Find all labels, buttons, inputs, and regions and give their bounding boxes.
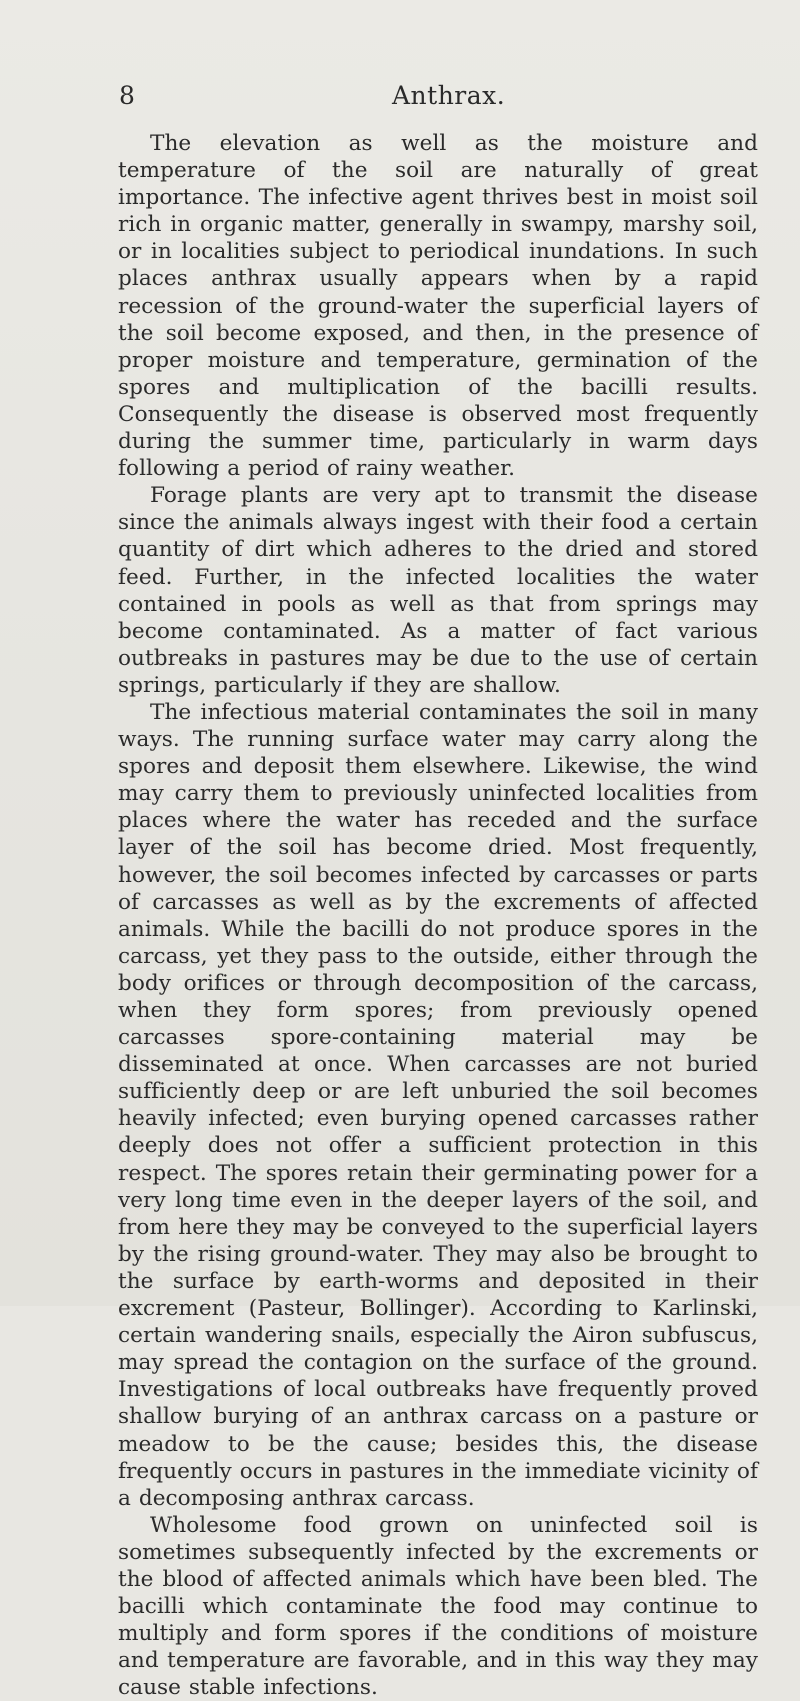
paragraph-soil-moisture: The elevation as well as the moisture and temperature of the soil are naturally of great importance. The infective agent thrives best in moist soil rich in organic matter, generally in swampy, marshy soil, or in localities subject to periodical inundations. In such places anthrax usually appears when by a rapid recession of the ground-water the superficial layers of the soil become exposed, and then, in the presence of proper moisture and temperature, germination of the spores and multiplication of the bacilli results. Consequently the disease is observed most frequently during the summer time, particularly in warm days following a period of rainy weather.: [118, 131, 758, 482]
paragraph-wholesome-food: Wholesome food grown on uninfected soil is sometimes subsequently infected by the excrements or the blood of affected animals which have been bled. The bacilli which contaminate the food may continue to multiply and form spores if the conditions of moisture and temperature are favorable, and in this way they may cause stable infections.: [118, 1512, 758, 1701]
running-head: [119, 78, 756, 114]
running-title: Anthrax.: [392, 81, 506, 110]
body-text: [118, 130, 758, 1701]
paragraph-forage-plants: Forage plants are very apt to transmit the disease since the animals always ingest with their food a certain quantity of dirt which adheres to the dried and stored feed. Further, in the infected localities the water contained in pools as well as that from springs may become contaminated. As a matter of fact various outbreaks in pastures may be due to the use of certain springs, particularly if they are shallow.: [118, 483, 758, 698]
page-number: 8: [119, 81, 135, 110]
paragraph-soil-contamination: The infectious material contaminates the soil in many ways. The running surface water may carry along the spores and deposit them elsewhere. Likewise, the wind may carry them to previously uninfected localities from places where the water has receded and the surface layer of the soil has become dried. Most frequently, however, the soil becomes infected by carcasses or parts of carcasses as well as by the excrements of affected animals. While the bacilli do not produce spores in the carcass, yet they pass to the outside, either through the body orifices or through decomposition of the carcass, when they form spores; from previously opened carcasses spore-containing material may be disseminated at once. When carcasses are not buried sufficiently deep or are left unburied the soil becomes heavily infected; even burying opened carcasses rather deeply does not offer a sufficient protection in this respect. The spores retain their germinating power for a very long time even in the deeper layers of the soil, and from here they may be conveyed to the superficial layers by the rising ground-water. They may also be brought to the surface by earth-worms and deposited in their excrement (Pasteur, Bollinger). According to Karlinski, certain wandering snails, especially the Airon subfuscus, may spread the contagion on the surface of the ground. Investigations of local outbreaks have frequently proved shallow burying of an anthrax carcass on a pasture or meadow to be the cause; besides this, the disease frequently occurs in pastures in the immediate vicinity of a decomposing anthrax carcass.: [118, 699, 758, 1511]
